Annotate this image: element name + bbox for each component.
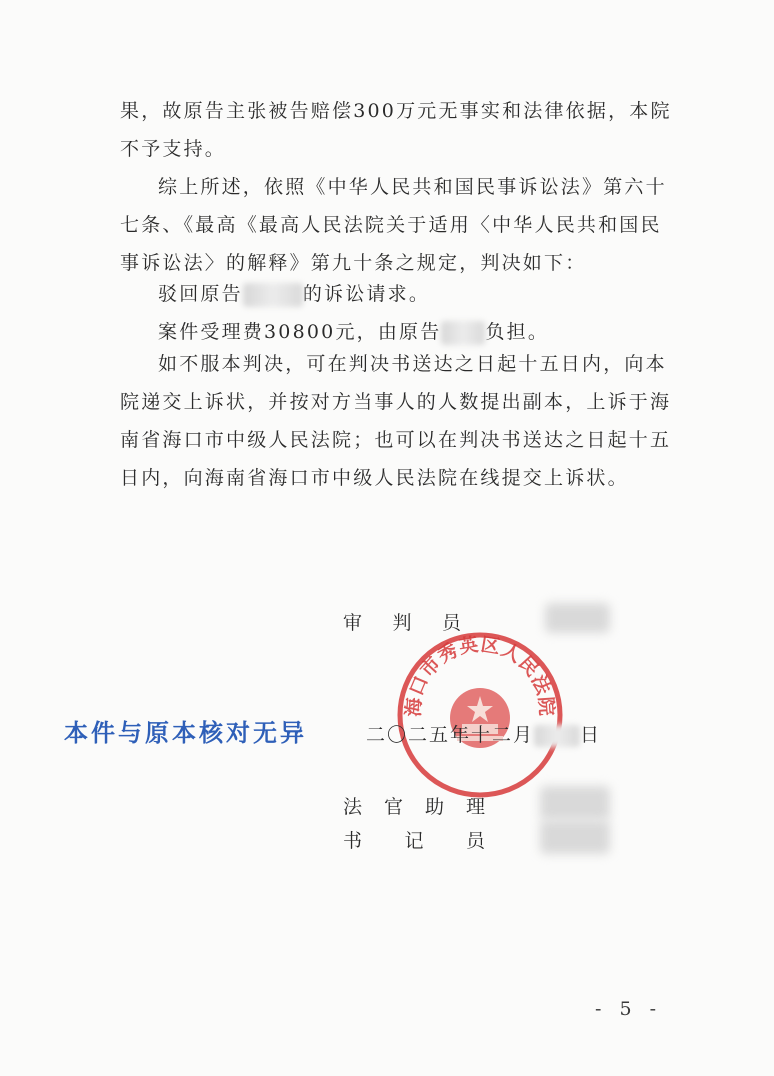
label-char: 书 <box>343 830 363 852</box>
date-prefix: 二〇二五年十二月 <box>366 724 535 746</box>
redacted-clerk-name <box>540 820 610 854</box>
appeal-line-3: 南省海口市中级人民法院；也可以在判决书送达之日起十五 <box>120 429 672 451</box>
redacted-day <box>534 725 580 747</box>
ruling1-prefix: 驳回原告 <box>158 283 243 305</box>
body-line-4: 七条、《最高《最高人民法院关于适用〈中华人民共和国民 <box>120 214 662 236</box>
clerk-label-text <box>343 826 485 853</box>
judgment-date <box>366 720 601 747</box>
label-char: 判 <box>392 612 412 634</box>
assistant-label-text <box>343 792 485 819</box>
redacted-judge-name <box>545 603 610 633</box>
label-char: 官 <box>383 796 403 818</box>
redacted-plaintiff-2 <box>441 321 485 345</box>
court-seal <box>395 630 565 800</box>
label-char: 法 <box>343 796 363 818</box>
redacted-assistant-name <box>540 786 610 820</box>
appeal-line-4: 日内，向海南省海口市中级人民法院在线提交上诉状。 <box>120 467 629 489</box>
label-char: 理 <box>465 796 485 818</box>
ruling2-prefix: 案件受理费30800元，由原告 <box>158 321 442 343</box>
label-char: 员 <box>465 830 485 852</box>
assistant-label <box>343 792 485 819</box>
date-suffix: 日 <box>580 724 602 746</box>
ruling-line-1 <box>158 275 698 313</box>
label-char: 记 <box>404 830 424 852</box>
body-line-5: 事诉讼法〉的解释》第九十条之规定，判决如下： <box>120 252 587 274</box>
page-number: - 5 - <box>595 998 663 1020</box>
ruling1-suffix: 的诉讼请求。 <box>302 283 431 305</box>
certification-stamp: 本件与原本核对无异 <box>64 719 307 747</box>
seal-text: 海口市秀英区人民法院 <box>402 633 558 718</box>
appeal-line-1: 如不服本判决，可在判决书送达之日起十五日内，向本 <box>158 353 667 375</box>
clerk-label <box>343 826 485 853</box>
appeal-line-2: 院递交上诉状，并按对方当事人的人数提出副本，上诉于海 <box>120 391 672 413</box>
label-char: 审 <box>343 612 363 634</box>
body-line-2: 不予支持。 <box>120 138 227 160</box>
redacted-plaintiff <box>243 283 303 307</box>
label-char: 助 <box>424 796 444 818</box>
label-char: 员 <box>441 612 461 634</box>
body-line-1: 果，故原告主张被告赔偿300万元无事实和法律依据，本院 <box>120 100 672 122</box>
body-line-3: 综上所述，依照《中华人民共和国民事诉讼法》第六十 <box>158 176 667 198</box>
ruling2-suffix: 负担。 <box>485 321 550 343</box>
